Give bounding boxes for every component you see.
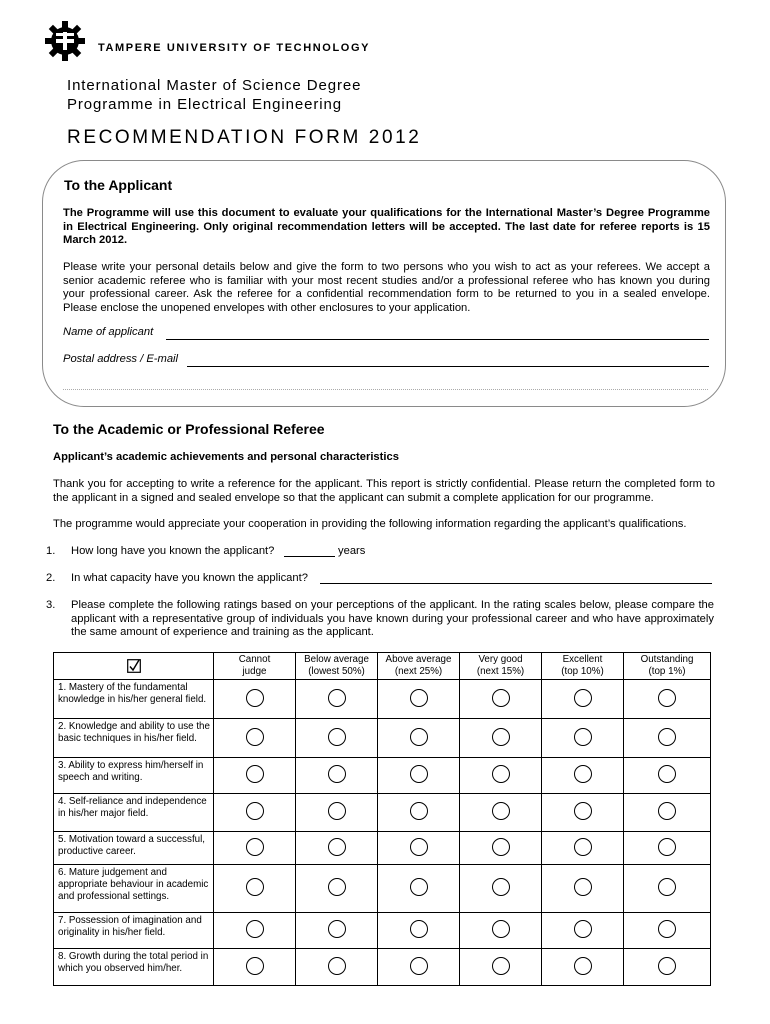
criterion-label: 3. Ability to express him/herself in speech and writing. xyxy=(54,758,214,794)
rating-radio-cannot-judge[interactable] xyxy=(246,728,264,746)
column-header-outstanding: Outstanding (top 1%) xyxy=(624,653,711,680)
rating-radio-outstanding[interactable] xyxy=(658,957,676,975)
rating-cell-excellent xyxy=(542,832,624,865)
rating-radio-cannot-judge[interactable] xyxy=(246,838,264,856)
rating-cell-above-average xyxy=(378,913,460,949)
rating-cell-outstanding xyxy=(624,832,711,865)
rating-radio-below-average[interactable] xyxy=(328,878,346,896)
rating-radio-below-average[interactable] xyxy=(328,920,346,938)
applicant-instructions-paragraph: Please write your personal details below and give the form to two persons who you wish to act as your referees. We accept a senior academic referee who is familiar with your most recent studies and/or a professional referee who has known you during your professional career. Ask the referee for a confidential recommendation form to be returned to you in a sealed envelope. Please enclose the unopened envelopes with other enclosures to your application. xyxy=(63,261,710,314)
rating-radio-outstanding[interactable] xyxy=(658,802,676,820)
capacity-known-field[interactable] xyxy=(320,583,712,584)
referee-cooperation-paragraph: The programme would appreciate your cooperation in providing the following information regarding the applicant’s qualifications. xyxy=(53,518,687,530)
rating-radio-cannot-judge[interactable] xyxy=(246,802,264,820)
rating-cell-above-average xyxy=(378,719,460,758)
rating-radio-cannot-judge[interactable] xyxy=(246,957,264,975)
rating-cell-below-average xyxy=(296,865,378,913)
rating-radio-above-average[interactable] xyxy=(410,957,428,975)
programme-title-line-1: International Master of Science Degree xyxy=(67,77,362,94)
rating-cell-outstanding xyxy=(624,719,711,758)
rating-radio-excellent[interactable] xyxy=(574,920,592,938)
rating-radio-excellent[interactable] xyxy=(574,838,592,856)
rating-radio-outstanding[interactable] xyxy=(658,728,676,746)
rating-cell-cannot-judge xyxy=(214,680,296,719)
rating-radio-above-average[interactable] xyxy=(410,878,428,896)
rating-radio-below-average[interactable] xyxy=(328,838,346,856)
table-row xyxy=(54,680,711,719)
rating-cell-cannot-judge xyxy=(214,913,296,949)
name-of-applicant-label: Name of applicant xyxy=(63,326,154,338)
rating-cell-below-average xyxy=(296,794,378,832)
rating-cell-very-good xyxy=(460,949,542,986)
rating-cell-outstanding xyxy=(624,865,711,913)
postal-address-field[interactable] xyxy=(187,366,709,367)
rating-cell-very-good xyxy=(460,719,542,758)
programme-notice-paragraph: The Programme will use this document to evaluate your qualifications for the International Master’s Degree Programme in Electrical Engineering. Only original recommendation letters will be accepted. The last date for referee reports is 15 March 2012. xyxy=(63,207,710,246)
rating-cell-above-average xyxy=(378,865,460,913)
rating-radio-outstanding[interactable] xyxy=(658,920,676,938)
referee-thanks-paragraph: Thank you for accepting to write a reference for the applicant. This report is strictly confidential. Please return the completed form to the applicant in a signed and sealed envelope so that the applicant can submit a complete application for our programme. xyxy=(53,478,715,504)
rating-radio-very-good[interactable] xyxy=(492,802,510,820)
rating-cell-excellent xyxy=(542,758,624,794)
question-3-text: Please complete the following ratings based on your perceptions of the applicant. In the rating scales below, please compare the applicant with a representative group of individuals you have known during your professional career and who have approximately the same amount of experience and training as the applicant. xyxy=(71,599,714,638)
rating-cell-excellent xyxy=(542,913,624,949)
rating-cell-very-good xyxy=(460,758,542,794)
rating-radio-below-average[interactable] xyxy=(328,765,346,783)
rating-cell-below-average xyxy=(296,949,378,986)
rating-radio-very-good[interactable] xyxy=(492,957,510,975)
criterion-label: 7. Possession of imagination and originality in his/her field. xyxy=(54,913,214,949)
rating-radio-below-average[interactable] xyxy=(328,728,346,746)
criterion-label: 4. Self-reliance and independence in his/her major field. xyxy=(54,794,214,832)
rating-radio-outstanding[interactable] xyxy=(658,765,676,783)
rating-cell-cannot-judge xyxy=(214,719,296,758)
rating-radio-cannot-judge[interactable] xyxy=(246,878,264,896)
checkbox-header-cell xyxy=(54,653,214,680)
checkbox-checked-icon xyxy=(127,659,141,673)
dotted-divider xyxy=(63,389,708,390)
rating-radio-excellent[interactable] xyxy=(574,689,592,707)
table-row xyxy=(54,913,711,949)
question-2-number: 2. xyxy=(46,572,56,584)
form-title: RECOMMENDATION FORM 2012 xyxy=(67,127,422,148)
postal-address-label: Postal address / E-mail xyxy=(63,353,179,365)
rating-cell-below-average xyxy=(296,758,378,794)
table-row xyxy=(54,719,711,758)
rating-radio-excellent[interactable] xyxy=(574,765,592,783)
rating-cell-very-good xyxy=(460,865,542,913)
table-row xyxy=(54,865,711,913)
rating-radio-outstanding[interactable] xyxy=(658,689,676,707)
rating-cell-excellent xyxy=(542,719,624,758)
rating-cell-above-average xyxy=(378,680,460,719)
column-header-below-average: Below average (lowest 50%) xyxy=(296,653,378,680)
rating-radio-below-average[interactable] xyxy=(328,802,346,820)
rating-radio-very-good[interactable] xyxy=(492,878,510,896)
rating-cell-cannot-judge xyxy=(214,949,296,986)
rating-radio-cannot-judge[interactable] xyxy=(246,689,264,707)
rating-cell-excellent xyxy=(542,794,624,832)
rating-radio-below-average[interactable] xyxy=(328,689,346,707)
rating-radio-very-good[interactable] xyxy=(492,728,510,746)
question-2-text: In what capacity have you known the applicant? xyxy=(71,572,308,584)
rating-cell-outstanding xyxy=(624,949,711,986)
table-row xyxy=(54,832,711,865)
table-row xyxy=(54,758,711,794)
rating-cell-above-average xyxy=(378,949,460,986)
rating-radio-below-average[interactable] xyxy=(328,957,346,975)
rating-radio-excellent[interactable] xyxy=(574,957,592,975)
rating-radio-above-average[interactable] xyxy=(410,802,428,820)
question-3-number: 3. xyxy=(46,599,56,611)
rating-cell-outstanding xyxy=(624,794,711,832)
rating-cell-below-average xyxy=(296,913,378,949)
question-1-text: How long have you known the applicant? xyxy=(71,545,275,557)
table-row xyxy=(54,949,711,986)
rating-cell-very-good xyxy=(460,680,542,719)
criterion-label: 2. Knowledge and ability to use the basic techniques in his/her field. xyxy=(54,719,214,758)
question-1-number: 1. xyxy=(46,545,56,557)
table-row xyxy=(54,794,711,832)
rating-cell-cannot-judge xyxy=(214,832,296,865)
rating-radio-excellent[interactable] xyxy=(574,728,592,746)
rating-cell-below-average xyxy=(296,719,378,758)
column-header-cannot-judge: Cannot judge xyxy=(214,653,296,680)
rating-radio-above-average[interactable] xyxy=(410,765,428,783)
rating-radio-cannot-judge[interactable] xyxy=(246,920,264,938)
rating-cell-above-average xyxy=(378,758,460,794)
programme-title-line-2: Programme in Electrical Engineering xyxy=(67,96,342,113)
rating-radio-very-good[interactable] xyxy=(492,920,510,938)
rating-cell-cannot-judge xyxy=(214,758,296,794)
rating-radio-very-good[interactable] xyxy=(492,838,510,856)
university-logo-icon xyxy=(44,20,86,62)
criterion-label: 1. Mastery of the fundamental knowledge in his/her general field. xyxy=(54,680,214,719)
rating-cell-above-average xyxy=(378,832,460,865)
rating-cell-very-good xyxy=(460,832,542,865)
rating-radio-very-good[interactable] xyxy=(492,765,510,783)
rating-cell-cannot-judge xyxy=(214,865,296,913)
rating-cell-very-good xyxy=(460,794,542,832)
rating-radio-above-average[interactable] xyxy=(410,728,428,746)
rating-cell-below-average xyxy=(296,680,378,719)
column-header-above-average: Above average (next 25%) xyxy=(378,653,460,680)
rating-radio-excellent[interactable] xyxy=(574,802,592,820)
rating-radio-outstanding[interactable] xyxy=(658,838,676,856)
years-unit-label: years xyxy=(338,545,366,557)
rating-cell-excellent xyxy=(542,680,624,719)
university-name: TAMPERE UNIVERSITY OF TECHNOLOGY xyxy=(98,42,371,54)
rating-cell-outstanding xyxy=(624,758,711,794)
applicant-heading: To the Applicant xyxy=(64,177,173,193)
rating-cell-very-good xyxy=(460,913,542,949)
rating-radio-excellent[interactable] xyxy=(574,878,592,896)
rating-radio-above-average[interactable] xyxy=(410,920,428,938)
rating-cell-cannot-judge xyxy=(214,794,296,832)
rating-cell-above-average xyxy=(378,794,460,832)
referee-heading: To the Academic or Professional Referee xyxy=(53,421,325,437)
rating-cell-excellent xyxy=(542,865,624,913)
criterion-label: 5. Motivation toward a successful, productive career. xyxy=(54,832,214,865)
column-header-excellent: Excellent (top 10%) xyxy=(542,653,624,680)
rating-cell-outstanding xyxy=(624,913,711,949)
referee-subheading: Applicant’s academic achievements and personal characteristics xyxy=(53,451,399,463)
rating-radio-cannot-judge[interactable] xyxy=(246,765,264,783)
years-known-field[interactable] xyxy=(284,556,335,557)
rating-radio-above-average[interactable] xyxy=(410,838,428,856)
criterion-label: 8. Growth during the total period in which you observed him/her. xyxy=(54,949,214,986)
column-header-very-good: Very good (next 15%) xyxy=(460,653,542,680)
rating-radio-outstanding[interactable] xyxy=(658,878,676,896)
rating-radio-very-good[interactable] xyxy=(492,689,510,707)
rating-cell-excellent xyxy=(542,949,624,986)
rating-radio-above-average[interactable] xyxy=(410,689,428,707)
criterion-label: 6. Mature judgement and appropriate behaviour in academic and professional settings. xyxy=(54,865,214,913)
rating-cell-outstanding xyxy=(624,680,711,719)
name-of-applicant-field[interactable] xyxy=(166,339,709,340)
rating-cell-below-average xyxy=(296,832,378,865)
rating-table xyxy=(53,652,711,986)
rating-header-row xyxy=(54,653,711,680)
